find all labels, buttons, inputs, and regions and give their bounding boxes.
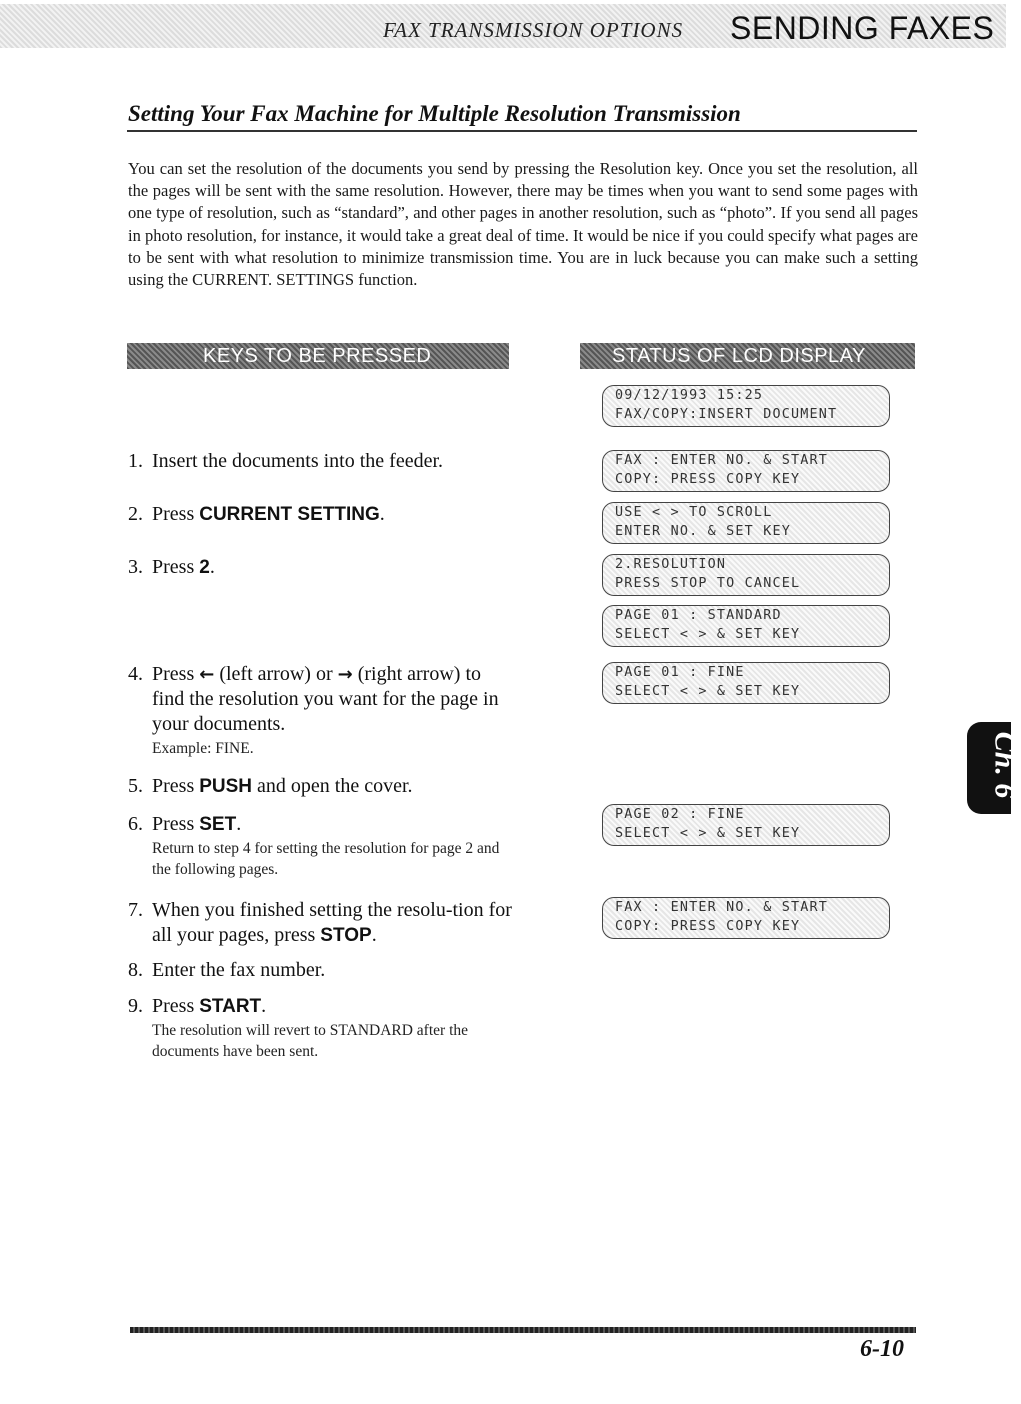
lcd-display-7	[602, 804, 890, 846]
lcd-line: 09/12/1993 15:25	[615, 388, 764, 403]
step-number: 5.	[128, 775, 143, 797]
step-text: Press	[152, 775, 200, 797]
step-number: 7.	[128, 899, 143, 921]
lcd-display-5	[602, 605, 890, 647]
step-number: 1.	[128, 450, 143, 472]
lcd-line: SELECT < > & SET KEY	[615, 684, 801, 699]
step-3	[128, 555, 513, 580]
step-text: .	[236, 813, 242, 835]
step-1	[128, 449, 513, 474]
chapter-tab-label: Ch. 6	[988, 731, 1021, 799]
step-text: .	[261, 995, 267, 1017]
right-arrow-icon: →	[337, 664, 353, 685]
step-note: The resolution will revert to STANDARD after the documents have been sent.	[152, 1022, 469, 1060]
intro-paragraph: You can set the resolution of the documents you send by pressing the Resolution key. Once you set the resolution, all the pages will be sent with the same resolution. However, there may be times when you want to send some pages with one type of resolution, such as “standard”, and other pages in another resolution, such as “photo”. If you send all pages in photo resolution, for instance, it would take a great deal of time. It would be nice if you could specify what pages are to be sent with what resolution to minimize transmission time. You are in luck because you can make such a setting using the CURRENT. SETTINGS function.	[128, 159, 918, 290]
page-number: 6-10	[860, 1336, 904, 1362]
lcd-line: PAGE 01 : FINE	[615, 665, 745, 680]
step-number: 6.	[128, 813, 143, 835]
lcd-line: ENTER NO. & SET KEY	[615, 524, 791, 539]
step-text: (right arrow) to find the resolution you want for the page in your documents.	[152, 663, 499, 735]
lcd-line: PRESS STOP TO CANCEL	[615, 576, 801, 591]
step-6	[128, 812, 513, 878]
lcd-line: USE < > TO SCROLL	[615, 505, 773, 520]
lcd-display-2	[602, 450, 890, 492]
step-note: Return to step 4 for setting the resolution for page 2 and the following pages.	[152, 840, 500, 878]
header-band	[0, 4, 1006, 48]
step-note: Example: FINE.	[152, 740, 254, 757]
keys-to-be-pressed-heading: KEYS TO BE PRESSED	[127, 343, 509, 369]
lcd-line: FAX : ENTER NO. & START	[615, 453, 829, 468]
lcd-line: COPY: PRESS COPY KEY	[615, 472, 801, 487]
step-text: .	[371, 924, 377, 946]
step-text: Press	[152, 813, 200, 835]
key-stop: STOP	[320, 925, 372, 946]
step-number: 4.	[128, 663, 143, 685]
step-number: 2.	[128, 503, 143, 525]
step-text: Press	[152, 663, 200, 685]
lcd-display-3	[602, 502, 890, 544]
step-number: 8.	[128, 959, 143, 981]
step-text: Press	[152, 503, 200, 525]
lcd-line: PAGE 01 : STANDARD	[615, 608, 782, 623]
left-arrow-icon: ←	[199, 664, 215, 685]
lcd-display-8	[602, 897, 890, 939]
step-2	[128, 502, 513, 527]
lcd-display-4	[602, 554, 890, 596]
step-number: 3.	[128, 556, 143, 578]
step-text: Press	[152, 995, 200, 1017]
lcd-line: COPY: PRESS COPY KEY	[615, 919, 801, 934]
section-label: FAX TRANSMISSION OPTIONS	[383, 18, 684, 42]
step-text: Enter the fax number.	[152, 959, 326, 981]
footer-divider	[130, 1327, 916, 1333]
lcd-line: PAGE 02 : FINE	[615, 807, 745, 822]
chapter-tab	[967, 722, 1021, 814]
lcd-line: FAX : ENTER NO. & START	[615, 900, 829, 915]
lcd-line: SELECT < > & SET KEY	[615, 826, 801, 841]
lcd-display-1	[602, 385, 890, 427]
lcd-line: 2.RESOLUTION	[615, 557, 727, 572]
lcd-display-6	[602, 662, 890, 704]
key-set: SET	[199, 814, 237, 835]
key-push: PUSH	[199, 776, 253, 797]
step-text: Insert the documents into the feeder.	[152, 450, 444, 472]
step-text: (left arrow) or	[214, 663, 338, 685]
step-text: Press	[152, 556, 200, 578]
step-text: When you finished setting the resolu-tion for all your pages, press	[152, 899, 512, 946]
step-number: 9.	[128, 995, 143, 1017]
title-divider	[127, 130, 917, 132]
step-9	[128, 994, 513, 1060]
step-7	[128, 898, 513, 946]
step-text: .	[209, 556, 215, 578]
key-start: START	[199, 996, 262, 1017]
step-4	[128, 662, 513, 757]
step-8	[128, 958, 513, 983]
lcd-line: FAX/COPY:INSERT DOCUMENT	[615, 407, 838, 422]
key-2: 2	[199, 557, 210, 578]
chapter-title: SENDING FAXES	[730, 10, 995, 46]
step-text: and open the cover.	[252, 775, 413, 797]
page-title: Setting Your Fax Machine for Multiple Resolution Transmission	[128, 101, 741, 126]
step-text: .	[379, 503, 385, 525]
lcd-display-heading: STATUS OF LCD DISPLAY	[580, 343, 915, 369]
lcd-line: SELECT < > & SET KEY	[615, 627, 801, 642]
step-5	[128, 774, 513, 799]
key-current-setting: CURRENT SETTING	[199, 504, 380, 525]
